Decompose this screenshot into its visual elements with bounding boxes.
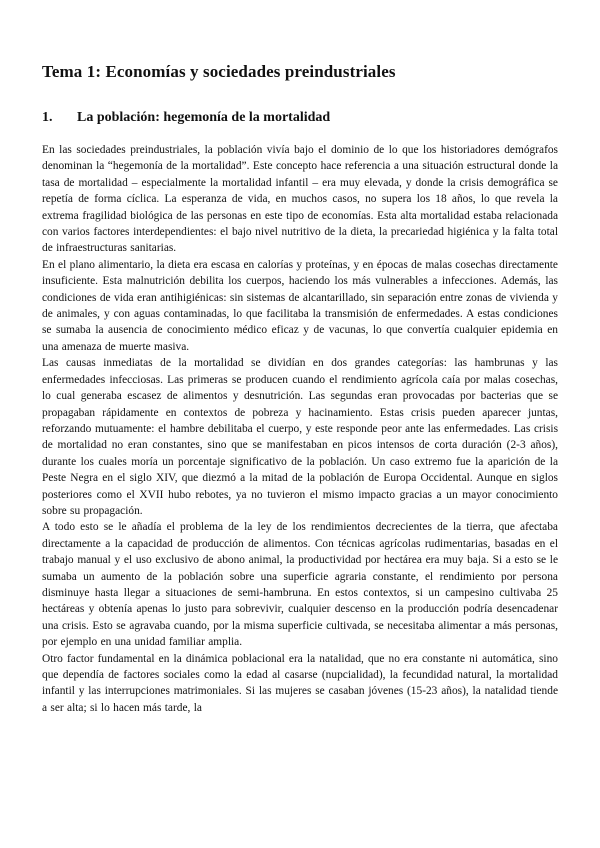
- paragraph-diet-hygiene: En el plano alimentario, la dieta era escasa en calorías y proteínas, y en épocas de malas cosechas directamente insuficiente. Esta malnutrición debilita los cuerpos, haciendo los más vulnerables a infecciones. Además, las condiciones de vida eran antihigiénicas: sin sistemas de alcantarillado, sin separación entre zonas de vivienda y de animales, y con aguas contaminadas, lo que facilitaba la transmisión de enfermedades. A estas condiciones se sumaba la ausencia de conocimiento médico eficaz y de vacunas, lo que convertía cualquier epidemia en una amenaza de muerte masiva.: [42, 258, 558, 353]
- paragraph-famines-epidemics: Las causas inmediatas de la mortalidad se dividían en dos grandes categorías: las hambrunas y las enfermedades infecciosas. Las primeras se producen cuando el rendimiento agrícola caía por malas cosechas, lo cual generaba escasez de alimentos y desnutrición. Las segundas eran provocadas por bacterias que se propagaban rápidamente en contextos de pobreza y hacinamiento. Estas crisis pueden aparecer juntas, reforzando mutuamente: el hambre debilitaba el cuerpo, y este responde peor ante las enfermedades. Las crisis de mortalidad no eran constantes, sino que se manifestaban en picos intensos de corta duración (2-3 años), durante los cuales moría un porcentaje significativo de la población. Un caso extremo fue la aparición de la Peste Negra en el siglo XIV, que diezmó a la mitad de la población de Europa Occidental. Aunque en siglos posteriores como el XVII hubo rebotes, ya no tuvieron el mismo impacto gracias a un mayor conocimiento sobre su propagación.: [42, 357, 558, 517]
- paragraph-mortality-hegemony: En las sociedades preindustriales, la población vivía bajo el dominio de lo que los historiadores demógrafos denominan la “hegemonía de la mortalidad”. Este concepto hace referencia a una situación estructural donde la tasa de mortalidad – especialmente la mortalidad infantil – era muy elevada, y donde la crisis demográfica se repetía de forma cíclica. La esperanza de vida, en muchos casos, no supera los 18 años, lo que revela la extrema fragilidad biológica de las personas en este tipo de economías. Esta alta mortalidad estaba relacionada con varios factores interdependientes: el bajo nivel nutritivo de la dieta, la precariedad higiénica y la falta total de infraestructuras sanitarias.: [42, 144, 558, 255]
- document-title: Tema 1: Economías y sociedades preindustriales: [42, 62, 396, 81]
- document-body: [42, 142, 558, 716]
- section-heading: [42, 110, 558, 126]
- paragraph-diminishing-returns: A todo esto se le añadía el problema de la ley de los rendimientos decrecientes de la tierra, que afectaba directamente a la capacidad de producción de alimentos. Con técnicas agrícolas rudimentarias, basadas en el trabajo manual y el uso exclusivo de abono animal, la productividad por hectárea era muy baja. Si a esto se le sumaba un aumento de la población sobre una superficie agraria constante, el rendimiento por persona disminuye hasta llegar a situaciones de semi-hambruna. En estos contextos, si un campesino cultivaba 25 hectáreas y obtenía apenas lo justo para sobrevivir, cualquier descenso en la producción podría desencadenar una crisis. Esto se agravaba cuando, por la misma superficie cultivada, se necesitaba alimentar a más personas, por ejemplo en una unidad familiar amplia.: [42, 521, 558, 649]
- section-title: La población: hegemonía de la mortalidad: [77, 110, 331, 125]
- section-number: 1.: [42, 110, 53, 125]
- paragraph-natality: Otro factor fundamental en la dinámica poblacional era la natalidad, que no era constante ni automática, sino que dependía de factores sociales como la edad al casarse (nupcialidad), la fecundidad natural, la mortalidad infantil y las interrupciones matrimoniales. Si las mujeres se casaban jóvenes (15-23 años), la natalidad tiende a ser alta; si lo hacen más tarde, la: [42, 652, 558, 714]
